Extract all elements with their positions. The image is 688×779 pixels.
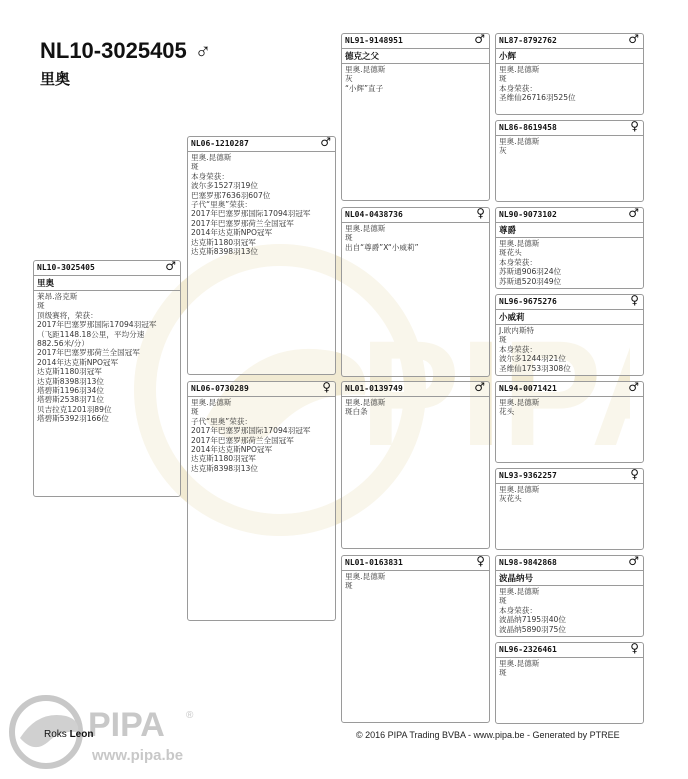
detail-line: 塔碧斯5392羽166位 [37,414,109,424]
detail-line: 2017年巴塞罗那国际17094羽冠军 [37,320,157,330]
detail-line: 本身荣获： [499,605,537,615]
detail-line: 斑 [499,74,507,84]
female-icon: ♀ [630,293,639,307]
ring-number: NL06-1210287 [191,139,249,148]
detail-line: 出自“尊爵”X“小威莉” [345,242,419,252]
pigeon-name: 德克之父 [342,49,489,64]
card-details [34,291,180,425]
detail-line: 2014年达克斯NPO冠军 [191,228,273,238]
detail-line: 本身荣获： [499,83,537,93]
ring-number: NL01-0163831 [345,558,403,567]
breeder-last-name: Leon [69,729,94,740]
pedigree-card-dds[interactable] [495,555,644,637]
detail-line: 顶级赛将，荣获： [37,310,98,320]
pedigree-card-dam-sire[interactable] [341,381,490,549]
detail-line: 达克斯1180羽冠军 [191,237,256,247]
ring-number: NL86-8619458 [499,123,557,132]
female-icon: ♀ [630,119,639,133]
card-details [496,136,643,157]
detail-line: 莱昂.洛克斯 [37,292,78,301]
card-header [496,556,643,571]
detail-line: 斑花头 [499,248,522,258]
logo-registered: ® [186,710,194,721]
pigeon-name: 里奥 [34,276,180,291]
pedigree-card-dam-dam[interactable] [341,555,490,723]
male-icon: ♂ [628,380,639,394]
detail-line: 斑 [499,596,507,606]
card-details [496,586,643,635]
card-details [188,152,335,257]
card-details [188,397,335,474]
detail-line: 斑 [499,335,507,345]
detail-line: 里奥.昆德斯 [345,65,386,74]
copyright-text: © 2016 PIPA Trading BVBA - www.pipa.be - Generated by PTREE [356,730,620,740]
detail-line: 斑 [37,301,45,311]
detail-line: 苏斯通520羽49位 [499,276,562,286]
detail-line: J.欧内斯特 [499,326,535,335]
female-icon: ♀ [476,554,485,568]
male-icon: ♂ [474,32,485,46]
detail-line: 里奥.昆德斯 [345,224,386,233]
detail-line: 2017年巴塞罗那荷兰全国冠军 [191,218,294,228]
female-icon: ♀ [322,380,331,394]
detail-line: 灰 [499,146,507,156]
detail-line: 斑 [345,233,353,243]
pigeon-name: 尊爵 [496,223,643,238]
detail-line: 里奥.昆德斯 [499,398,540,407]
ring-number: NL01-0139749 [345,384,403,393]
card-header [496,34,643,49]
card-header [342,556,489,571]
pedigree-card-dam[interactable] [187,381,336,621]
page-subtitle-name: 里奥 [40,70,71,88]
ring-number: NL96-2326461 [499,645,557,654]
card-header [188,382,335,397]
detail-line: 本身荣获： [499,344,537,354]
card-header [188,137,335,152]
male-icon: ♂ [628,32,639,46]
card-details [342,571,489,592]
detail-line: 882.56米/分） [37,339,89,349]
card-details [342,223,489,253]
card-header [342,382,489,397]
pedigree-card-ddd[interactable] [495,642,644,724]
card-header [342,34,489,49]
detail-line: 里奥.昆德斯 [499,659,540,668]
ring-number: NL94-0071421 [499,384,557,393]
card-details [496,64,643,104]
detail-line: 里奥.昆德斯 [191,153,232,162]
detail-line: 子代“里奥”荣获： [191,200,253,210]
ring-number: NL06-0730289 [191,384,249,393]
detail-line: 苏斯通906羽24位 [499,267,562,277]
detail-line: 2017年巴塞罗那荷兰全国冠军 [191,435,294,445]
card-details [342,64,489,94]
male-icon: ♂ [628,554,639,568]
detail-line: 里奥.昆德斯 [499,65,540,74]
ring-number: NL98-9842868 [499,558,557,567]
logo-url: www.pipa.be [92,747,184,764]
detail-line: 塔碧斯2538羽71位 [37,395,104,405]
card-details [496,238,643,287]
logo-text: PIPA [88,706,165,744]
card-details [342,397,489,418]
card-details [496,397,643,418]
card-details [496,484,643,505]
detail-line: 波尔多1527羽19位 [191,181,258,191]
detail-line: 2017年巴塞罗那国际17094羽冠军 [191,209,311,219]
female-icon: ♀ [630,641,639,655]
ring-number: NL90-9073102 [499,210,557,219]
pedigree-card-dsd[interactable] [495,468,644,550]
detail-line: 灰花头 [499,494,522,504]
detail-line: 里奥.昆德斯 [499,137,540,146]
pedigree-card-sire-sire[interactable] [341,33,490,201]
pedigree-card-ssd[interactable] [495,120,644,202]
detail-line: 斑 [191,407,199,417]
detail-line: （飞距1148.18公里，平均分速 [37,329,145,339]
detail-line: 里奥.昆德斯 [345,572,386,581]
detail-line: 塔碧斯1196羽34位 [37,386,104,396]
pedigree-card-sdd[interactable] [495,294,644,376]
detail-line: 达克斯8398羽13位 [37,376,104,386]
pedigree-card-dss[interactable] [495,381,644,463]
card-header [496,469,643,484]
pedigree-card-sds[interactable] [495,207,644,289]
detail-line: 斑白条 [345,407,368,417]
detail-line: 2017年巴塞罗那荷兰全国冠军 [37,348,140,358]
ring-number: NL87-8792762 [499,36,557,45]
detail-line: 波晶纳7195羽40位 [499,615,566,625]
ring-number: NL04-0438736 [345,210,403,219]
detail-line: 里奥.昆德斯 [499,485,540,494]
male-icon: ♂ [320,135,331,149]
ring-number: NL93-9362257 [499,471,557,480]
card-header [496,382,643,397]
female-icon: ♀ [630,467,639,481]
card-header [496,208,643,223]
detail-line: 达克斯1180羽冠军 [37,367,102,377]
male-icon: ♂ [194,38,212,63]
ring-number: NL91-9148951 [345,36,403,45]
pipa-logo [8,688,198,772]
detail-line: 波晶纳5890羽75位 [499,624,566,634]
detail-line: 斑 [499,668,507,678]
detail-line: 斑 [345,581,353,591]
card-header [496,643,643,658]
detail-line: 灰 [345,74,353,84]
ring-number: NL10-3025405 [37,263,95,272]
detail-line: 波尔多1244羽21位 [499,354,566,364]
pedigree-card-sss[interactable] [495,33,644,115]
pigeon-name: 小威莉 [496,310,643,325]
breeder-name [44,729,93,740]
detail-line: 圣维仙1753羽308位 [499,363,571,373]
detail-line: 2014年达克斯NPO冠军 [191,445,273,455]
pedigree-card-sire[interactable] [187,136,336,375]
page-title [40,38,211,64]
pigeon-name: 波晶纳号 [496,571,643,586]
detail-line: 巴塞罗那7636羽607位 [191,190,271,200]
card-details [496,658,643,679]
male-icon: ♂ [165,259,176,273]
detail-line: 里奥.昆德斯 [499,239,540,248]
detail-line: 达克斯8398羽13位 [191,463,258,473]
detail-line: 本身荣获： [191,171,229,181]
detail-line: 花头 [499,407,515,417]
card-details [496,325,643,374]
detail-line: 本身荣获： [499,257,537,267]
card-header [342,208,489,223]
card-header [496,295,643,310]
ring-number: NL96-9675276 [499,297,557,306]
detail-line: “小辉”直子 [345,83,384,93]
detail-line: 圣维仙26716羽525位 [499,93,576,103]
detail-line: 子代“里奥”荣获： [191,416,253,426]
detail-line: 贝吉拉克1201羽89位 [37,404,112,414]
female-icon: ♀ [476,206,485,220]
pedigree-card-sire-dam[interactable] [341,207,490,377]
card-header [34,261,180,276]
detail-line: 达克斯8398羽13位 [191,247,258,257]
detail-line: 2014年达克斯NPO冠军 [37,357,119,367]
male-icon: ♂ [474,380,485,394]
breeder-first-name: Roks [44,729,67,740]
detail-line: 斑 [191,162,199,172]
title-ring: NL10-3025405 [40,38,187,63]
pedigree-card-subject[interactable] [33,260,181,497]
detail-line: 里奥.昆德斯 [499,587,540,596]
card-header [496,121,643,136]
detail-line: 达克斯1180羽冠军 [191,454,256,464]
detail-line: 2017年巴塞罗那国际17094羽冠军 [191,426,311,436]
detail-line: 里奥.昆德斯 [191,398,232,407]
detail-line: 里奥.昆德斯 [345,398,386,407]
pigeon-name: 小辉 [496,49,643,64]
male-icon: ♂ [628,206,639,220]
